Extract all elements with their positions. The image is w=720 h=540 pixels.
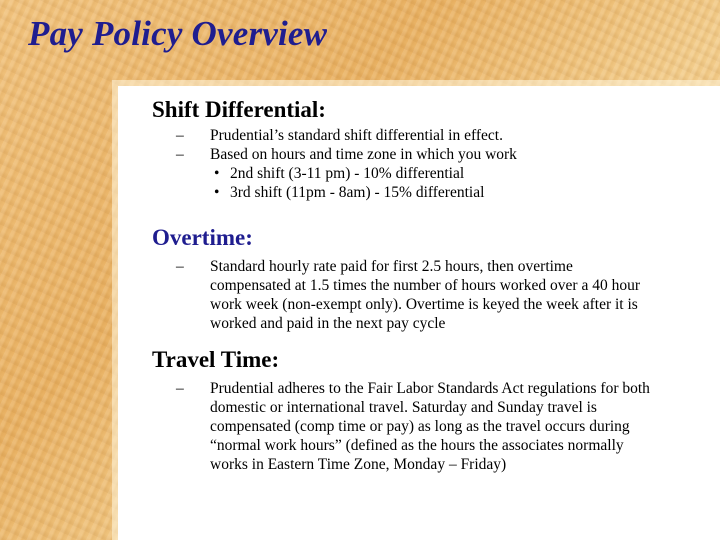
sub-list-item xyxy=(152,183,592,202)
list-item xyxy=(152,126,592,145)
list-item-text: Prudential adheres to the Fair Labor Standards Act regulations for both domestic or international travel. Saturday and Sunday travel is compensated (comp time or pay) as long as the travel occurs during “normal work hours” (defined as the hours the associates normally works in Eastern Time Zone, Monday – Friday) xyxy=(210,380,650,473)
list-item-text: Prudential’s standard shift differential in effect. xyxy=(210,127,503,144)
bullet-marker: • xyxy=(214,184,220,201)
list-item xyxy=(152,145,592,164)
section-travel-time xyxy=(152,347,702,474)
list-item-text: Based on hours and time zone in which you work xyxy=(210,146,517,163)
slide-title: Pay Policy Overview xyxy=(28,14,328,53)
section-heading: Shift Differential: xyxy=(152,97,326,122)
section-overtime xyxy=(152,225,702,333)
list-item-text: Standard hourly rate paid for first 2.5 hours, then overtime compensated at 1.5 times the number of hours worked over a 40 hour work week (non-exempt only). Overtime is keyed the week after it is worked and paid in the next pay cycle xyxy=(210,258,641,332)
dash-marker: – xyxy=(176,146,184,163)
list-item xyxy=(152,379,662,474)
section-heading: Travel Time: xyxy=(152,347,280,372)
list-item xyxy=(152,257,652,333)
section-shift-differential xyxy=(152,97,702,202)
sub-list-item-text: 2nd shift (3-11 pm) - 10% differential xyxy=(230,165,465,182)
sub-list-item-text: 3rd shift (11pm - 8am) - 15% differential xyxy=(230,184,485,201)
dash-marker: – xyxy=(176,258,184,275)
dash-marker: – xyxy=(176,380,184,397)
sub-list-item xyxy=(152,164,592,183)
bullet-marker: • xyxy=(214,165,220,182)
dash-marker: – xyxy=(176,127,184,144)
section-heading: Overtime: xyxy=(152,225,253,250)
